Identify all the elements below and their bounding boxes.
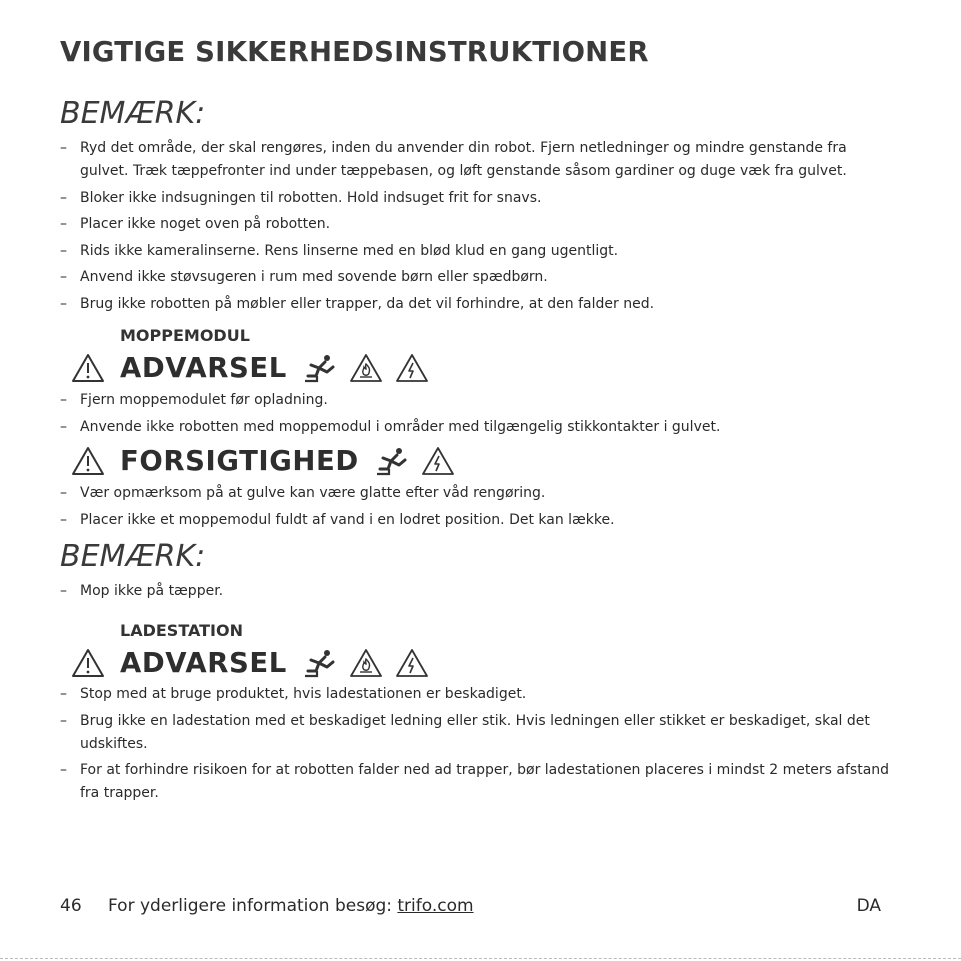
- list-item: [60, 293, 890, 316]
- page-edge-rule: [0, 958, 961, 959]
- bullet-dash: –: [60, 392, 67, 408]
- warning-list-mop: [60, 389, 890, 442]
- bullet-dash: –: [60, 712, 67, 729]
- list-item-text: Rids ikke kameralinserne. Rens linserne med en blød klud en gang ugentligt.: [80, 242, 619, 259]
- notice-list-2: [60, 580, 890, 607]
- page-number: 46: [60, 896, 82, 916]
- list-item-text: Vær opmærksom på at gulve kan være glatte efter våd rengøring.: [80, 485, 546, 501]
- page-title: VIGTIGE SIKKERHEDSINSTRUKTIONER: [60, 36, 649, 68]
- list-item: [60, 240, 890, 263]
- list-item: [60, 389, 890, 412]
- list-item-text: For at forhindre risikoen for at robotten falder ned ad trapper, bør ladestationen placeres i mindst 2 meters afstand fra trapper.: [80, 762, 890, 801]
- list-item: [60, 580, 890, 603]
- list-item-text: Placer ikke et moppemodul fuldt af vand i en lodret position. Det kan lække.: [80, 511, 615, 528]
- warning-label: ADVARSEL: [120, 352, 287, 384]
- electric-shock-icon: [395, 352, 429, 384]
- bullet-dash: –: [60, 762, 67, 778]
- electric-shock-icon: [395, 647, 429, 679]
- warning-list-charging: [60, 683, 890, 809]
- caution-row-mop: [70, 443, 467, 479]
- list-item: [60, 137, 890, 183]
- list-item-text: Brug ikke en ladestation med et beskadiget ledning eller stik. Hvis ledningen eller stikket er beskadiget, skal det udskiftes.: [80, 712, 870, 752]
- list-item-text: Fjern moppemodulet før opladning.: [80, 392, 328, 408]
- warning-row-mop: [70, 350, 441, 386]
- list-item: [60, 416, 890, 439]
- list-item: [60, 759, 890, 805]
- fire-hazard-icon: [349, 352, 383, 384]
- footer-text: [108, 896, 474, 916]
- fire-hazard-icon: [349, 647, 383, 679]
- footer-info-text: For yderligere information besøg:: [108, 896, 398, 916]
- bullet-dash: –: [60, 189, 67, 206]
- bullet-dash: –: [60, 418, 67, 435]
- bullet-dash: –: [60, 686, 67, 702]
- notice-heading-2: BEMÆRK:: [60, 539, 206, 574]
- bullet-dash: –: [60, 583, 67, 599]
- fall-hazard-icon: [303, 352, 337, 384]
- list-item-text: Placer ikke noget oven på robotten.: [80, 216, 331, 232]
- list-item: [60, 482, 890, 505]
- list-item: [60, 213, 890, 236]
- bullet-dash: –: [60, 485, 67, 501]
- list-item-text: Anvend ikke støvsugeren i rum med sovende børn eller spædbørn.: [80, 269, 548, 285]
- list-item: [60, 266, 890, 289]
- bullet-dash: –: [60, 295, 67, 312]
- notice-list-1: [60, 137, 890, 319]
- fall-hazard-icon: [375, 445, 409, 477]
- bullet-dash: –: [60, 140, 67, 156]
- trifo-link[interactable]: trifo.com: [397, 896, 474, 916]
- bullet-dash: –: [60, 216, 67, 232]
- list-item: [60, 509, 890, 532]
- electric-shock-icon: [421, 445, 455, 477]
- fall-hazard-icon: [303, 647, 337, 679]
- list-item: [60, 683, 890, 706]
- section-title-moppemodul: MOPPEMODUL: [120, 326, 250, 345]
- caution-list-mop: [60, 482, 890, 535]
- caution-label: FORSIGTIGHED: [120, 445, 359, 477]
- list-item-text: Ryd det område, der skal rengøres, inden du anvender din robot. Fjern netledninger og mindre genstande fra gulvet. Træk tæppefronter ind under tæppebasen, og løft genstande såsom gardiner og duge væk fra gulvet.: [80, 140, 847, 179]
- list-item: [60, 187, 890, 210]
- bullet-dash: –: [60, 511, 67, 528]
- list-item: [60, 710, 890, 756]
- bullet-dash: –: [60, 242, 67, 259]
- list-item-text: Mop ikke på tæpper.: [80, 583, 224, 599]
- warning-row-charging: [70, 645, 441, 681]
- warning-triangle-icon: [70, 445, 106, 477]
- section-title-ladestation: LADESTATION: [120, 621, 243, 640]
- list-item-text: Stop med at bruge produktet, hvis ladestationen er beskadiget.: [80, 686, 527, 702]
- warning-triangle-icon: [70, 647, 106, 679]
- language-code: DA: [856, 896, 881, 916]
- list-item-text: Anvende ikke robotten med moppemodul i områder med tilgængelig stikkontakter i gulvet.: [80, 418, 721, 435]
- warning-triangle-icon: [70, 352, 106, 384]
- notice-heading-1: BEMÆRK:: [60, 96, 206, 131]
- list-item-text: Brug ikke robotten på møbler eller trapper, da det vil forhindre, at den falder ned.: [80, 295, 655, 312]
- bullet-dash: –: [60, 269, 67, 285]
- list-item-text: Bloker ikke indsugningen til robotten. Hold indsuget frit for snavs.: [80, 189, 542, 206]
- warning-label: ADVARSEL: [120, 647, 287, 679]
